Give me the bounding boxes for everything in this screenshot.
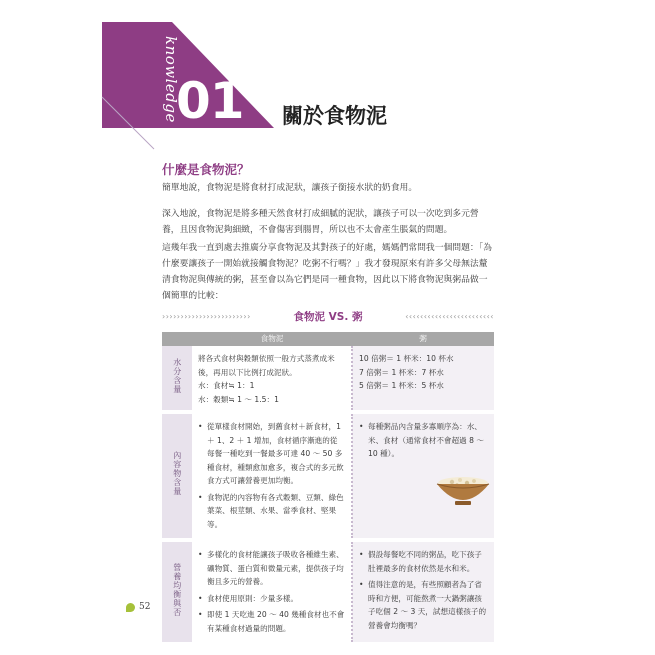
chevron-left-icon: ‹‹‹‹‹‹‹‹‹‹‹‹‹‹‹‹‹‹‹‹‹‹‹‹ — [405, 312, 494, 321]
leaf-icon — [126, 603, 135, 612]
section-heading: 什麼是食物泥？ — [162, 162, 250, 177]
knowledge-label: knowledge — [162, 36, 180, 123]
chapter-number: 01 — [176, 72, 244, 130]
list-item: • 食物泥的內容物有各式穀類、豆類、綠色葉菜、根莖類、水果、當季食材、堅果等。 — [198, 491, 345, 532]
list-item: • 每種粥品內含量多寡順序為：水、米、食材（通常食材不會超過 8 ～ 10 種）。 — [359, 420, 488, 461]
puree-cell — [192, 346, 352, 412]
row-label: 水分含量 — [162, 346, 192, 412]
puree-cell — [192, 412, 352, 540]
cell-text: 水：穀類≒ 1 ～ 1.5：1 — [198, 394, 279, 404]
list-item: • 即使 1 天吃進 20 ～ 40 幾種食材也不會有某種食材過量的問題。 — [198, 608, 345, 635]
paragraph-question: 這幾年我一直到處去推廣分享食物泥及其對孩子的好處，媽媽們常問我一個問題：「為什麼要讓孩子一開始就接觸食物泥？吃粥不行嗎？」我才發現原來有許多父母無法釐清食物泥與傳統的粥，甚至會以為它們是同一種食物，因此以下將食物泥與粥品做一個簡單的比較： — [162, 243, 492, 301]
comparison-title: 食物泥 VS. 粥 — [293, 311, 363, 323]
chapter-title: 關於食物泥 — [282, 104, 387, 128]
cell-text: 10 倍粥＝ 1 杯米：10 杯水 — [359, 354, 454, 363]
cell-text: 將各式食材與穀類依照一般方式蒸煮成米後，再用以下比例打成泥狀。 — [198, 354, 335, 377]
porridge-bowl-illustration — [433, 472, 493, 508]
porridge-cell — [352, 540, 494, 642]
column-header-puree: 食物泥 — [192, 332, 352, 346]
comparison-heading-row — [162, 309, 494, 323]
header-blank — [162, 332, 192, 346]
table-row-water — [162, 346, 494, 412]
porridge-cell — [352, 412, 494, 540]
table-header-row — [162, 332, 494, 346]
list-item: • 食材使用原則：少量多樣。 — [198, 592, 345, 606]
comparison-table — [162, 332, 494, 642]
cell-text: 5 倍粥＝ 1 杯米：5 杯水 — [359, 381, 444, 390]
cell-text: 水：食材≒ 1：1 — [198, 381, 255, 390]
table-row-contents — [162, 412, 494, 540]
list-item: • 值得注意的是，有些照顧者為了省時和方便，可能熬煮一大鍋粥讓孩子吃個 2 ～ 3 天，試想這樣孩子的營養會均衡嗎？ — [359, 578, 488, 632]
column-header-porridge: 粥 — [352, 332, 494, 346]
paragraph-intro: 簡單地說，食物泥是將食材打成泥狀，讓孩子銜接水狀的奶食用。 — [162, 183, 418, 193]
list-item: • 從單樣食材開始，到舊食材＋新食材，1 ＋ 1、2 ＋ 1 增加，食材循序漸進的從每餐一種吃到一餐最多可達 40 ～ 50 多種食材，種類愈加愈多，複合式的多元飲食方式可讓營養更加均衡。 — [198, 420, 345, 488]
row-label: 營養均衡與否 — [162, 540, 192, 642]
list-item: • 多樣化的食材能讓孩子吸收各種維生素、礦物質、蛋白質和微量元素，提供孩子均衡且多元的營養。 — [198, 548, 345, 589]
puree-cell — [192, 540, 352, 642]
table-row-nutrition — [162, 540, 494, 642]
paragraph-detail: 深入地說，食物泥是將多種天然食材打成細膩的泥狀，讓孩子可以一次吃到多元營養，且因食物泥夠細緻，不會傷害到腸胃，所以也不太會產生脹氣的問題。 — [162, 209, 479, 235]
porridge-cell — [352, 346, 494, 412]
page-number: 52 — [139, 602, 151, 612]
cell-text: 7 倍粥＝ 1 杯米：7 杯水 — [359, 367, 444, 377]
chevron-right-icon: ›››››››››››››››››››››››› — [162, 312, 251, 321]
list-item: • 假設每餐吃不同的粥品，吃下孩子肚裡最多的食材依然是水和米。 — [359, 548, 488, 575]
row-label: 內容物含量 — [162, 412, 192, 540]
